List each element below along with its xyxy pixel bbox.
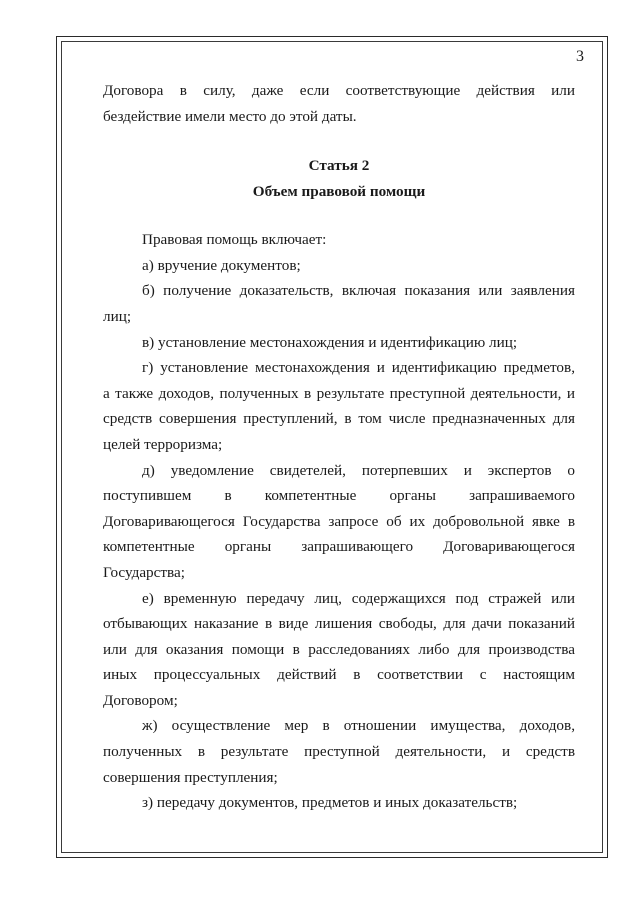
text-line: средств совершения преступлений, в том числе предназначенных для [103,410,575,428]
text-line: полученных в результате преступной деятельности, и средств [103,743,575,761]
text-line: з) передачу документов, предметов и иных доказательств; [142,794,518,812]
text-line: ж) осуществление мер в отношении имущества, доходов, [142,717,575,735]
text-line: в) установление местонахождения и идентификацию лиц; [142,333,518,351]
text-line: г) установление местонахождения и идентификацию предметов, [142,359,575,377]
text-line: компетентные органы запрашивающего Договаривающегося [103,538,575,556]
text-line: или для оказания помощи в расследованиях либо для производства [103,640,575,658]
text-line: Договаривающегося Государства запросе об их добровольной явке в [103,512,575,530]
paragraph-item-e [103,586,575,714]
document-body [103,78,575,816]
paragraph-item-v [103,330,575,356]
text-line: а) вручение документов; [142,256,301,274]
paragraph-item-g [103,355,575,457]
paragraph-item-a [103,253,575,279]
text-line: б) получение доказательств, включая показания или заявления [142,282,575,300]
intro-paragraph [103,78,575,129]
text-line: д) уведомление свидетелей, потерпевших и экспертов о [142,461,575,479]
text-line: Государства; [103,563,185,581]
text-line: а также доходов, полученных в результате преступной деятельности, и [103,384,575,402]
text-line: е) временную передачу лиц, содержащихся под стражей или [142,589,575,607]
text-line: совершения преступления; [103,768,278,786]
article-subtitle: Объем правовой помощи [252,183,426,201]
paragraph-item-z [103,790,575,816]
text-line: бездействие имели место до этой даты. [103,107,357,125]
text-line: Договора в силу, даже если соответствующие действия или [103,82,575,99]
text-line: лиц; [103,307,132,325]
page-number: 3 [576,48,584,65]
text-line: Договором; [103,691,178,709]
text-line: отбывающих наказание в виде лишения свободы, для дачи показаний [103,615,575,633]
paragraph-intro-list [103,227,575,253]
text-line: целей терроризма; [103,435,223,453]
text-line: иных процессуальных действий в соответствии с настоящим [103,666,575,684]
text-line: поступившем в компетентные органы запрашиваемого [103,487,575,505]
paragraph-item-b [103,278,575,329]
paragraph-item-d [103,458,575,586]
paragraph-item-zh [103,713,575,790]
article-title: Статья 2 [308,157,370,175]
text-line: Правовая помощь включает: [142,231,327,249]
